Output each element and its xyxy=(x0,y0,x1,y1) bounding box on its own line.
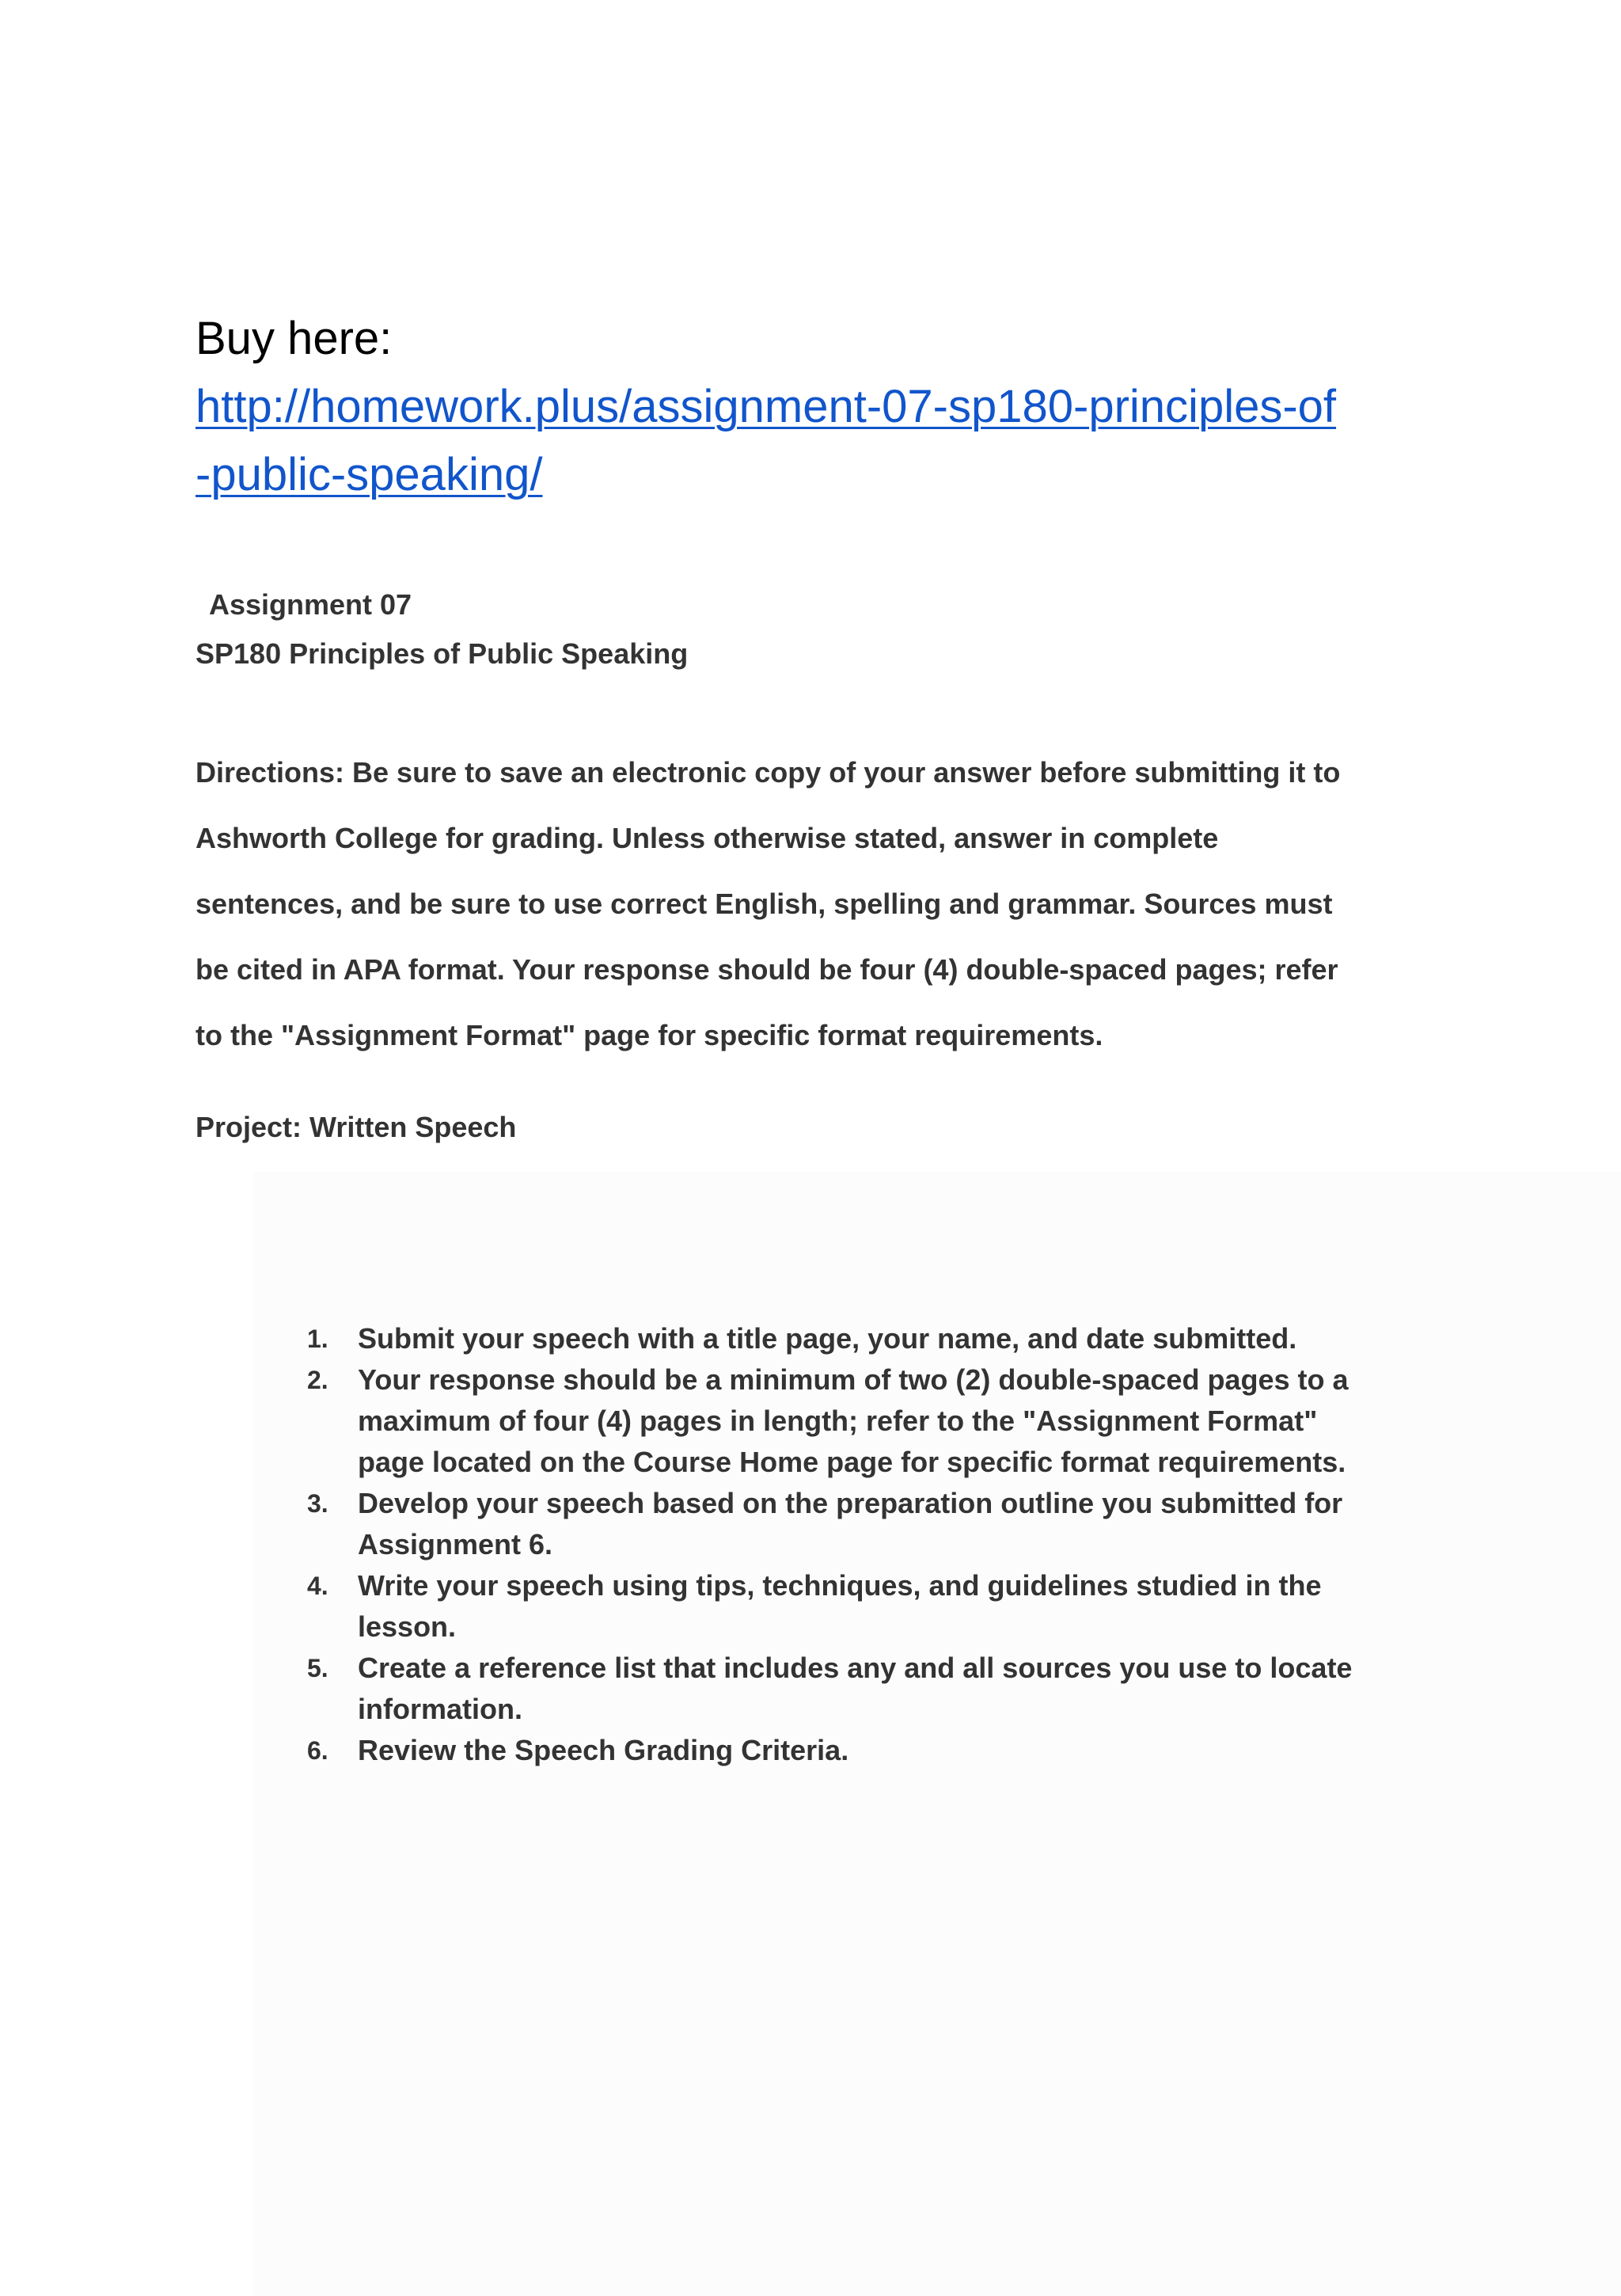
list-item-number: 1. xyxy=(307,1325,328,1353)
list-item-number: 3. xyxy=(307,1489,328,1518)
list-item-text: Create a reference list that includes any and all sources you use to locate information. xyxy=(358,1652,1353,1725)
list-item xyxy=(301,1648,1456,1730)
list-item xyxy=(301,1565,1456,1648)
list-item-text: Your response should be a minimum of two (2) double-spaced pages to a maximum of four (4) pages in length; refer to the "Assignment Format" page located on the Course Home page for specific format requirements. xyxy=(358,1363,1349,1478)
course-title: SP180 Principles of Public Speaking xyxy=(196,637,689,670)
list-item-number: 5. xyxy=(307,1654,328,1682)
project-title: Project: Written Speech xyxy=(196,1111,517,1143)
list-item-text: Review the Speech Grading Criteria. xyxy=(358,1734,849,1766)
list-item xyxy=(301,1359,1456,1483)
buy-here-block xyxy=(196,305,1494,509)
list-item xyxy=(301,1730,1456,1771)
list-item xyxy=(301,1318,1456,1359)
buy-here-label: Buy here: xyxy=(196,313,393,364)
list-item-number: 2. xyxy=(307,1366,328,1394)
list-item xyxy=(301,1483,1456,1565)
requirements-list xyxy=(301,1318,1456,1771)
list-item-number: 6. xyxy=(307,1736,328,1765)
purchase-link[interactable]: http://homework.plus/assignment-07-sp180-principles-of -public-speaking/ xyxy=(196,381,1337,500)
list-item-text: Submit your speech with a title page, your name, and date submitted. xyxy=(358,1322,1297,1355)
assignment-number: Assignment 07 xyxy=(209,588,412,621)
directions-paragraph: Directions: Be sure to save an electronic copy of your answer before submitting it to Ashworth College for grading. Unless otherwise stated, answer in complete sentences, and be sure to use correct English, spelling and grammar. Sources must be cited in APA format. Your response should be four (4) double-spaced pages; refer to the "Assignment Format" page for specific format requirements. xyxy=(196,756,1341,1051)
list-item-number: 4. xyxy=(307,1572,328,1600)
list-item-text: Write your speech using tips, techniques, and guidelines studied in the lesson. xyxy=(358,1569,1322,1643)
list-item-text: Develop your speech based on the preparation outline you submitted for Assignment 6. xyxy=(358,1487,1343,1560)
